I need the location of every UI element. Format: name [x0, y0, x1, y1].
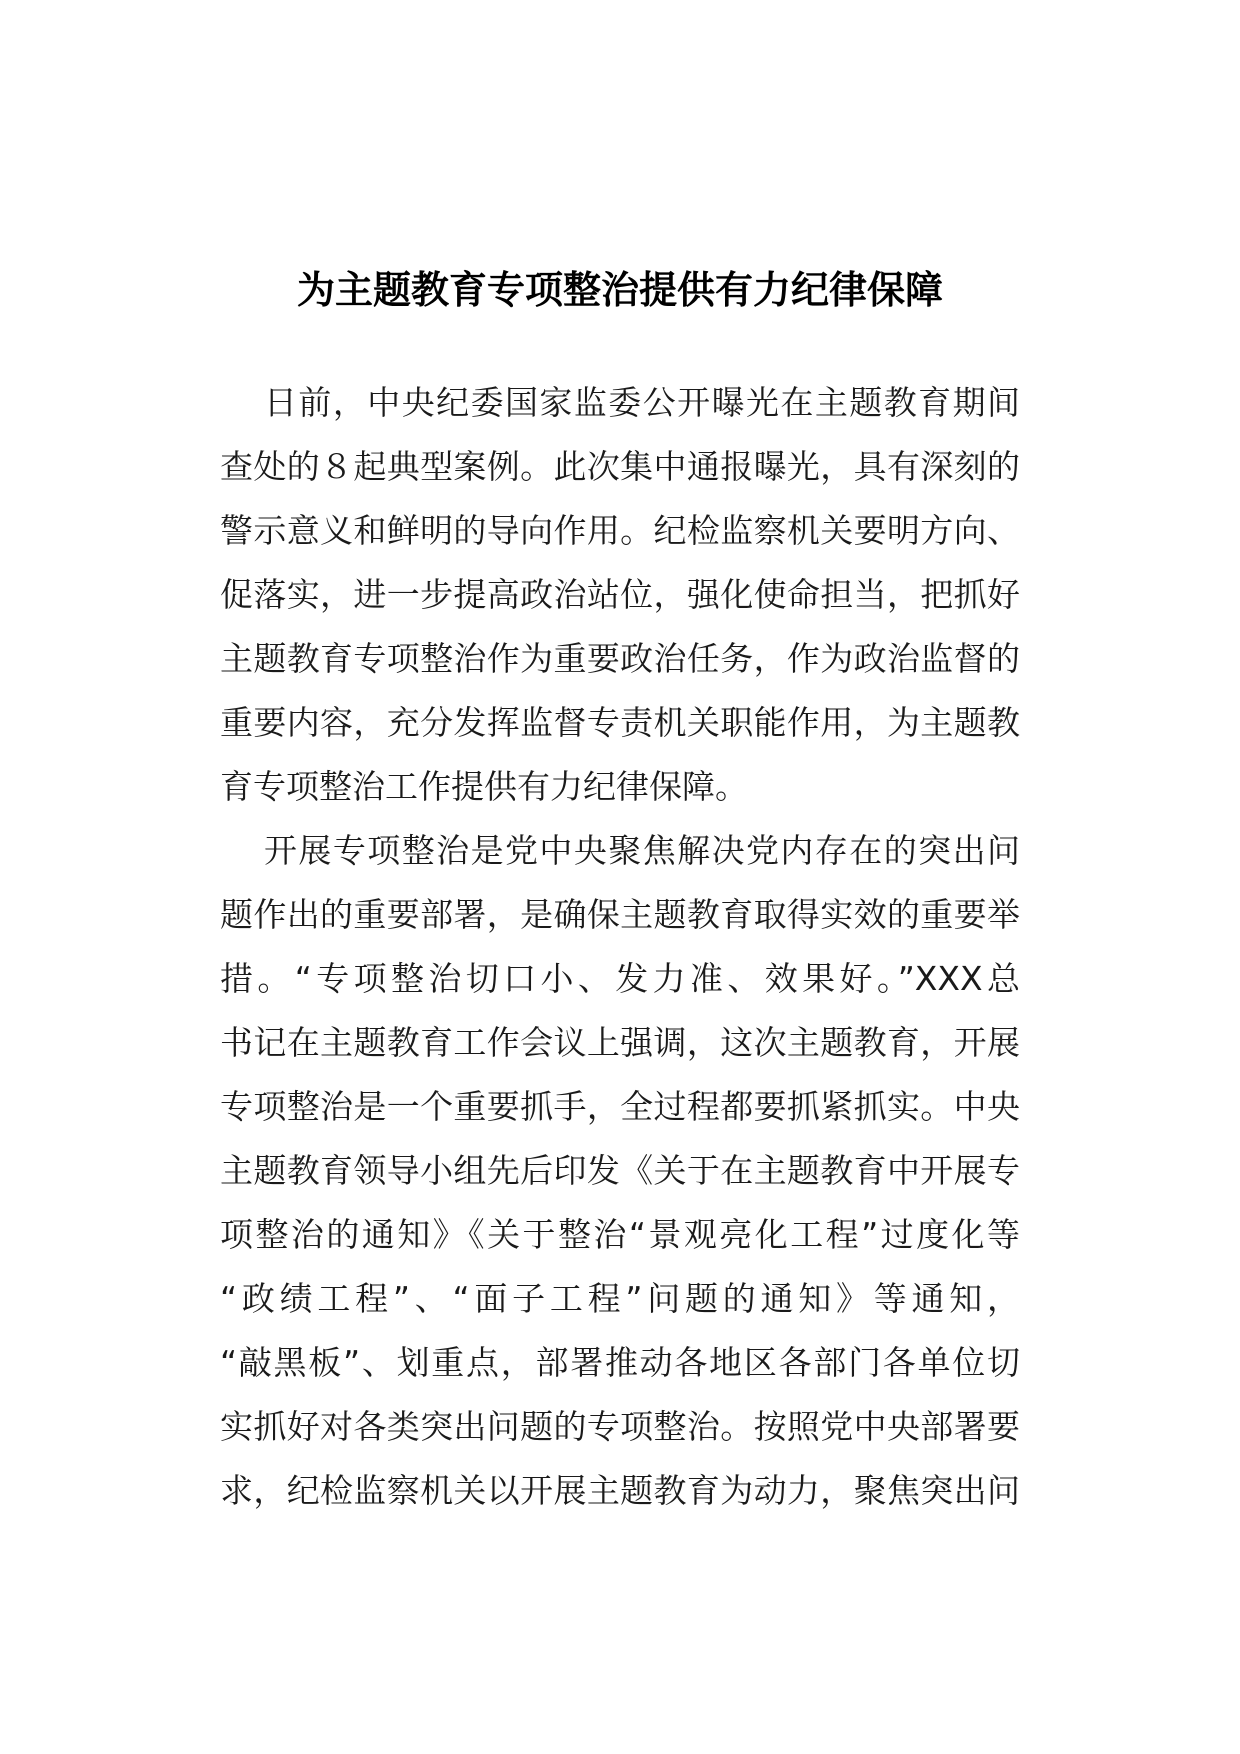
paragraph-1-line-7: 育专项整治工作提供有力纪律保障。 [220, 767, 748, 806]
paragraph-1-line-3: 警示意义和鲜明的导向作用。纪检监察机关要明方向、 [220, 511, 1020, 550]
paragraph-2-line-6: 主题教育领导小组先后印发《关于在主题教育中开展专 [220, 1151, 1020, 1190]
paragraph-2-line-3: 措。“专项整治切口小、发力准、效果好。”XXX总 [220, 959, 1020, 998]
paragraph-1-line-4: 促落实，进一步提高政治站位，强化使命担当，把抓好 [220, 575, 1020, 614]
paragraph-1-line-1: 日前，中央纪委国家监委公开曝光在主题教育期间 [264, 383, 1020, 422]
paragraph-2-line-4: 书记在主题教育工作会议上强调，这次主题教育，开展 [220, 1023, 1020, 1062]
paragraph-1-line-5: 主题教育专项整治作为重要政治任务，作为政治监督的 [220, 639, 1020, 678]
paragraph-2-line-10: 实抓好对各类突出问题的专项整治。按照党中央部署要 [220, 1407, 1020, 1446]
paragraph-1-line-2: 查处的８起典型案例。此次集中通报曝光，具有深刻的 [220, 447, 1020, 486]
paragraph-2-line-2: 题作出的重要部署，是确保主题教育取得实效的重要举 [220, 895, 1020, 934]
paragraph-1-line-6: 重要内容，充分发挥监督专责机关职能作用，为主题教 [220, 703, 1020, 742]
paragraph-2-line-7: 项整治的通知》《关于整治“景观亮化工程”过度化等 [220, 1215, 1020, 1254]
document-title: 为主题教育专项整治提供有力纪律保障 [296, 268, 943, 312]
paragraph-2-line-5: 专项整治是一个重要抓手，全过程都要抓紧抓实。中央 [220, 1087, 1020, 1126]
paragraph-2-line-11: 求，纪检监察机关以开展主题教育为动力，聚焦突出问 [220, 1471, 1020, 1510]
paragraph-2-line-1: 开展专项整治是党中央聚焦解决党内存在的突出问 [264, 831, 1020, 870]
paragraph-2-line-8: “政绩工程”、“面子工程”问题的通知》等通知， [220, 1279, 1020, 1318]
paragraph-2-line-9: “敲黑板”、划重点，部署推动各地区各部门各单位切 [220, 1343, 1020, 1382]
